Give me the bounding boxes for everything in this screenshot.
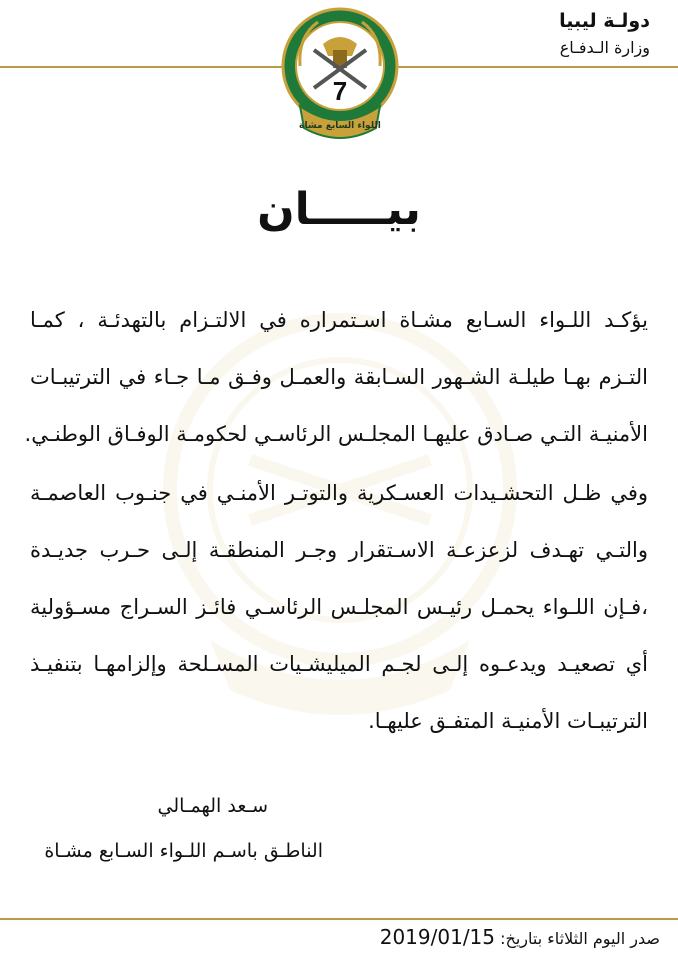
issue-date-label: صدر اليوم الثلاثاء بتاريخ: bbox=[500, 929, 660, 948]
brigade-seal-icon bbox=[278, 6, 402, 144]
document-title: بيـــــان bbox=[257, 184, 421, 235]
paragraph-line: الأمنيـة التـي صـادق عليهـا المجلـس الرئاسـي لحكومـة الوفـاق الوطنـي. bbox=[24, 422, 648, 446]
issue-date-line bbox=[380, 925, 660, 949]
footer-divider bbox=[0, 918, 678, 920]
seal-caption: اللواء السابع مشاة bbox=[299, 121, 381, 131]
signatory-title: الناطـق باسـم اللـواء السـابع مشـاة bbox=[44, 840, 323, 862]
paragraph-2 bbox=[30, 465, 648, 750]
paragraph-1 bbox=[24, 292, 648, 463]
paragraph-line: الترتيبـات الأمنيـة المتفـق عليهـا. bbox=[368, 709, 648, 733]
header-state-name: دولـة ليبيا bbox=[559, 10, 650, 32]
paragraph-line: يؤكـد اللـواء السـابع مشـاة اسـتمراره في الالتـزام بالتهدئـة ، كمـا bbox=[30, 308, 648, 332]
paragraph-line: أي تصعيـد ويدعـوه إلـى لجـم الميليشـيات المسـلحة وإلزامهـا بتنفيـذ bbox=[30, 652, 648, 676]
issue-date-value: 2019/01/15 bbox=[379, 925, 496, 949]
paragraph-line: والتـي تهـدف لزعزعـة الاسـتقرار وجـر المنطقـة إلـى حـرب جديـدة bbox=[30, 538, 648, 562]
paragraph-line: ،فـإن اللـواء يحمـل رئيـس المجلـس الرئاسـي فائـز السـراج مسـؤولية bbox=[30, 595, 648, 619]
signatory-name: سـعد الهمـالي bbox=[157, 795, 268, 817]
header-ministry-name: وزارة الـدفـاع bbox=[559, 38, 650, 57]
paragraph-line: وفي ظـل التحشـيدات العسـكرية والتوتـر الأمنـي في جنـوب العاصمـة bbox=[30, 481, 648, 505]
seal-number: 7 bbox=[332, 76, 348, 106]
paragraph-line: التـزم بهـا طيلـة الشـهور السـابقة والعمـل وفـق مـا جـاء في الترتيبـات bbox=[30, 365, 648, 389]
